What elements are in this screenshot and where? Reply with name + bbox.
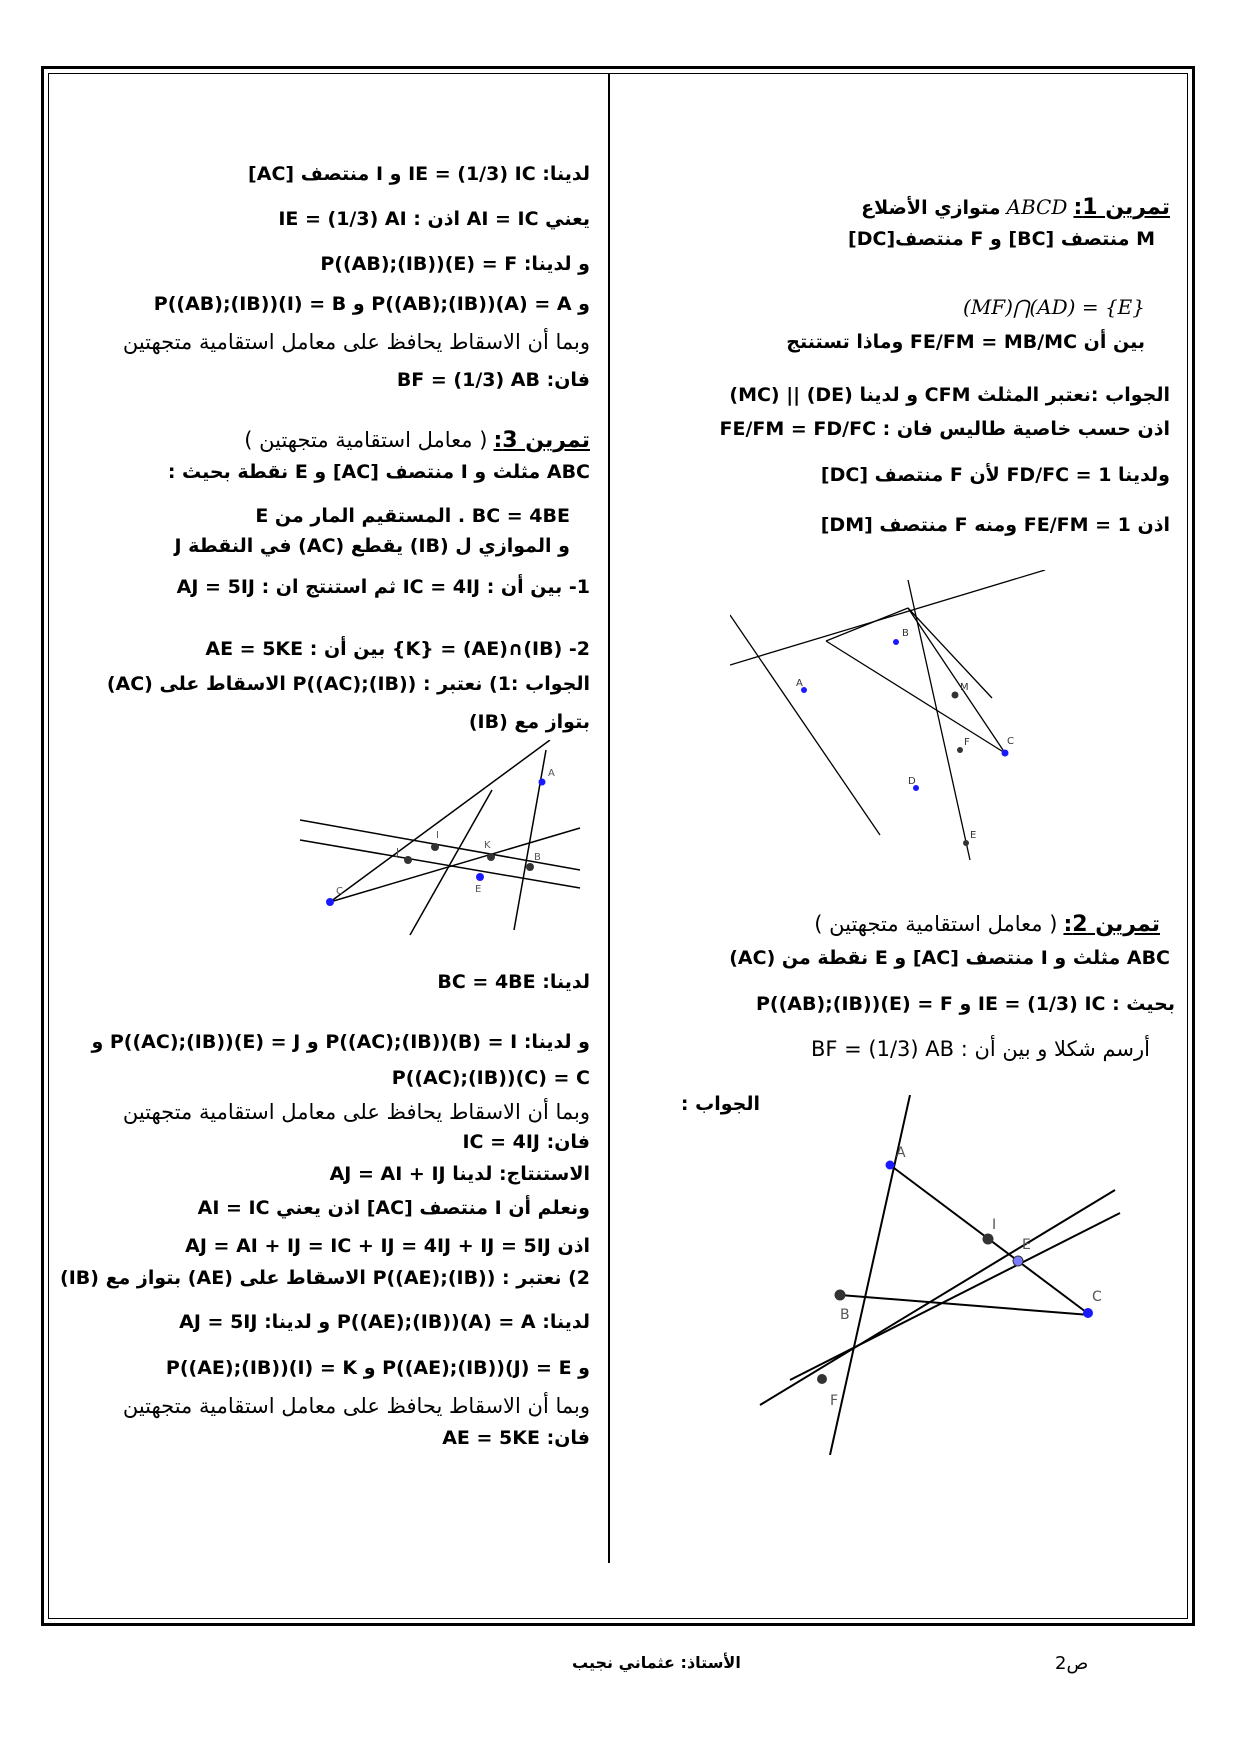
fig1-label-F: F	[964, 737, 970, 748]
sol3-line7: ونعلم أن I منتصف [AC] اذن يعني AI = IC	[197, 1197, 590, 1219]
fig2-label-B: B	[840, 1307, 850, 1323]
ex1-title-line: تمرين 1: ABCD متوازي الأضلاع	[861, 195, 1170, 220]
figure-2-triangle	[750, 1095, 1130, 1455]
sol2-line5: وبما أن الاسقاط يحافظ على معامل استقامية متجهتين	[122, 330, 590, 354]
fig1-label-M: M	[960, 682, 969, 693]
fig2-label-I: I	[992, 1217, 997, 1233]
ex1-line7: ولدينا FD/FC = 1 لأن F منتصف [DC]	[820, 464, 1170, 486]
fig2-point-E	[1013, 1256, 1023, 1266]
sol3-line2: و لدينا: P((AC);(IB))(B) = I و P((AC);(IB))(E) = J و	[91, 1031, 590, 1053]
sol3-line8: اذن AJ = AI + IJ = IC + IJ = 4IJ + IJ = 5IJ	[185, 1235, 590, 1257]
fig3-label-I: I	[436, 830, 439, 841]
figure-3-triangle	[300, 740, 590, 940]
ex1-title: تمرين 1:	[1073, 195, 1170, 220]
fig1-label-C: C	[1007, 736, 1014, 747]
fig3-point-I	[431, 843, 439, 851]
footer-teacher: الأستاذ: عثماني نجيب	[572, 1653, 741, 1672]
figure-1-parallelogram	[730, 570, 1050, 870]
ex3-line2: BC = 4BE . المستقيم المار من E	[255, 505, 570, 527]
fig2-point-B	[835, 1290, 846, 1301]
ex2-line3: أرسم شكلا و بين أن : BF = (1/3) AB	[810, 1037, 1150, 1061]
fig2-point-A	[886, 1161, 895, 1170]
fig1-label-A: A	[796, 678, 803, 689]
fig3-label-K: K	[484, 840, 491, 851]
fig2-point-C	[1083, 1308, 1093, 1318]
sol2-line2: يعني AI = IC اذن : IE = (1/3) AI	[278, 208, 590, 230]
footer-page-number: ص2	[1055, 1653, 1089, 1674]
ex2-answer: الجواب :	[680, 1093, 760, 1115]
sol3-line10: لدينا: P((AE);(IB))(A) = A و لدينا: AJ = 5IJ	[179, 1311, 590, 1333]
sol3-line1: لدينا: BC = 4BE	[437, 971, 590, 993]
sol3-line12: وبما أن الاسقاط يحافظ على معامل استقامية متجهتين	[122, 1394, 590, 1418]
sol3-line9: 2) نعتبر : P((AE);(IB)) الاسقاط على (AE) بتواز مع (IB)	[60, 1267, 590, 1289]
fig1-label-E: E	[970, 830, 977, 841]
ex3-title: تمرين 3:	[493, 428, 590, 453]
fig3-label-E: E	[475, 884, 482, 895]
sol2-line1: لدينا: IE = (1/3) IC و I منتصف [AC]	[248, 163, 590, 185]
fig3-points	[326, 779, 546, 907]
fig1-label-D: D	[908, 776, 916, 787]
fig2-label-C: C	[1092, 1289, 1102, 1305]
fig1-point-B	[893, 639, 899, 645]
ex3-line3: و الموازي ل (IB) يقطع (AC) في النقطة J	[174, 535, 570, 557]
fig2-points	[817, 1161, 1093, 1385]
fig3-label-B: B	[534, 852, 541, 863]
fig3-label-C: C	[336, 886, 343, 897]
ex3-line6: الجواب :1) نعتبر : P((AC);(IB)) الاسقاط على (AC)	[106, 673, 590, 695]
fig2-label-F: F	[830, 1393, 839, 1409]
ex2-line1: ABC مثلث و I منتصف [AC] و E نقطة من (AC)	[729, 947, 1170, 969]
fig1-point-F	[957, 747, 963, 753]
ex3-line1: ABC مثلث و I منتصف [AC] و E نقطة بحيث :	[167, 461, 590, 483]
sol3-line3: P((AC);(IB))(C) = C	[391, 1067, 590, 1089]
fig3-point-B	[526, 863, 534, 871]
ex1-line2: M منتصف [BC] و F منتصف[DC]	[848, 228, 1155, 250]
sol3-line4: وبما أن الاسقاط يحافظ على معامل استقامية متجهتين	[122, 1100, 590, 1124]
ex1-line5: الجواب :نعتبر المثلث CFM و لدينا (DE) || (MC)	[729, 384, 1170, 406]
sol2-line3: و لدينا: P((AB);(IB))(E) = F	[320, 253, 590, 275]
fig3-point-K	[487, 853, 495, 861]
fig2-point-I	[983, 1234, 994, 1245]
sol2-line6: فان: BF = (1/3) AB	[396, 369, 590, 391]
fig2-label-E: E	[1022, 1237, 1031, 1253]
sol3-line6: الاستنتاج: لدينا AJ = AI + IJ	[329, 1163, 590, 1185]
sol2-line4: و P((AB);(IB))(A) = A و P((AB);(IB))(I) = B	[153, 293, 590, 315]
ex2-title-line: تمرين 2: ( معامل استقامية متجهتين )	[814, 912, 1160, 937]
fig3-point-C	[326, 898, 334, 906]
ex2-line2: بحيث : IE = (1/3) IC و P((AB);(IB))(E) = F	[756, 993, 1175, 1015]
ex2-title: تمرين 2:	[1063, 912, 1160, 937]
fig2-point-F	[817, 1374, 827, 1384]
fig3-point-A	[539, 779, 546, 786]
sol3-line11: و P((AE);(IB))(J) = E و P((AE);(IB))(I) = K	[165, 1357, 590, 1379]
fig3-label-A: A	[548, 768, 555, 779]
fig1-point-M	[952, 692, 959, 699]
ex3-title-line: تمرين 3: ( معامل استقامية متجهتين )	[244, 428, 590, 453]
fig2-label-A: A	[896, 1145, 906, 1161]
ex3-line4: 1- بين أن : IC = 4IJ ثم استنتج ان : AJ = 5IJ	[176, 576, 590, 598]
sol3-line5: فان: IC = 4IJ	[462, 1131, 590, 1153]
fig1-points	[801, 639, 1009, 846]
fig3-point-J	[404, 856, 412, 864]
fig1-point-C	[1002, 750, 1009, 757]
sol3-line13: فان: AE = 5KE	[442, 1427, 590, 1449]
ex3-line7: بتواز مع (IB)	[468, 711, 590, 733]
fig3-point-E	[476, 873, 484, 881]
fig1-label-B: B	[902, 628, 909, 639]
ex1-line4: بين أن FE/FM = MB/MC وماذا تستنتج	[786, 331, 1145, 353]
fig3-label-J: J	[396, 847, 399, 858]
fig1-point-E	[963, 840, 969, 846]
column-divider	[608, 73, 610, 1563]
ex1-line8: اذن FE/FM = 1 ومنه F منتصف [DM]	[820, 514, 1170, 536]
ex1-line6: اذن حسب خاصية طاليس فان : FE/FM = FD/FC	[719, 418, 1170, 440]
ex3-line5: 2- (IB)∩(AE) = {K} بين أن : AE = 5KE	[205, 638, 590, 660]
ex1-line3: (MF)⋂(AD) = {E}	[963, 295, 1145, 319]
